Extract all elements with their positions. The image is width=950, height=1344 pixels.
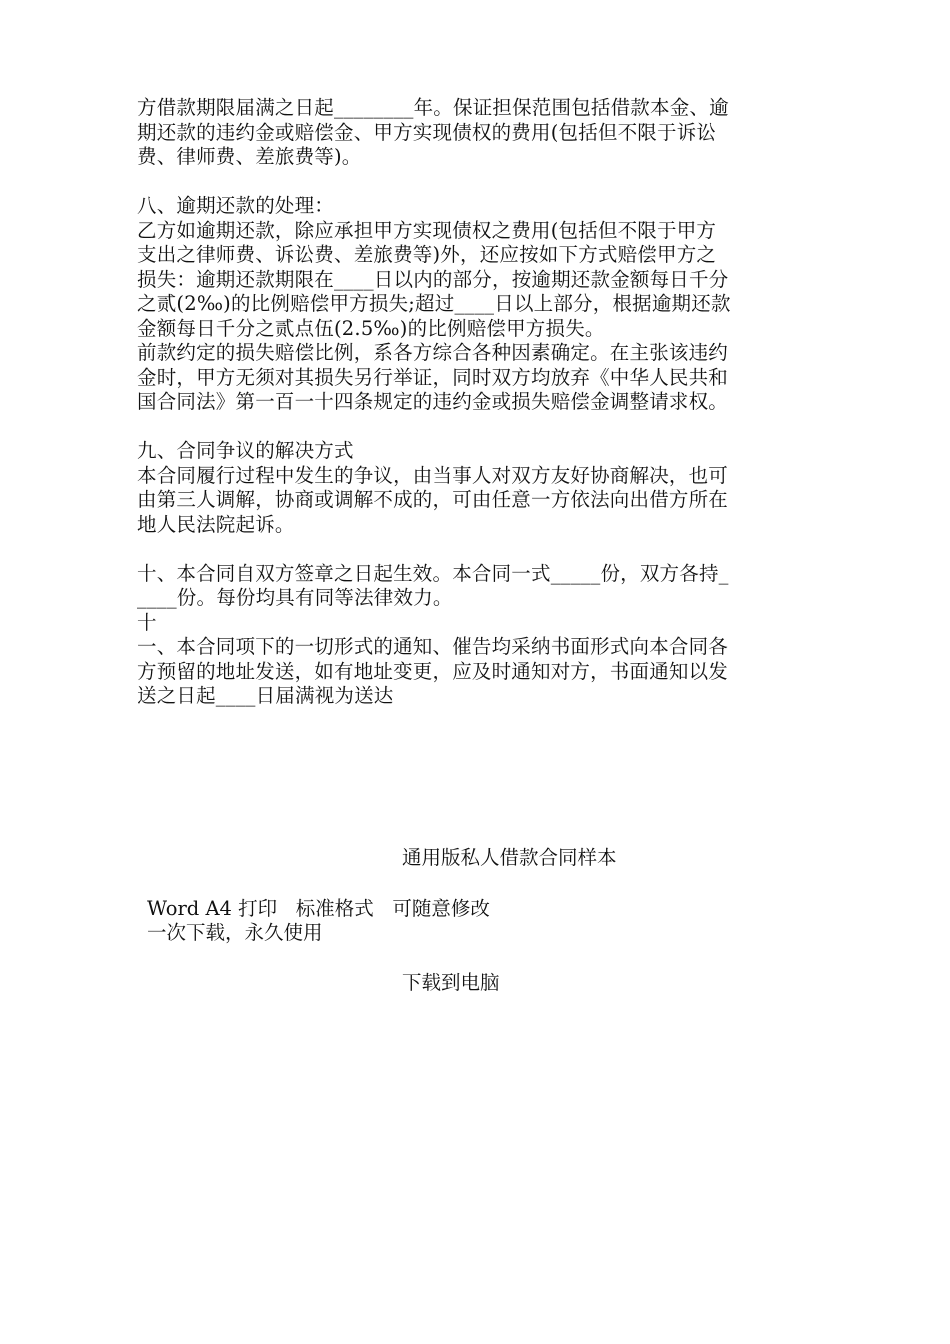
text-line: 一、本合同项下的一切形式的通知、催告均采纳书面形式向本合同各 <box>137 635 729 658</box>
text-line: 本合同履行过程中发生的争议，由当事人对双方友好协商解决，也可 <box>137 463 729 487</box>
text-line: 金额每日千分之贰点伍(2.5‰)的比例赔偿甲方损失。 <box>137 316 605 340</box>
section-heading-9: 九、合同争议的解决方式 <box>137 439 354 462</box>
text-line: 方借款期限届满之日起________年。保证担保范围包括借款本金、逾 <box>137 96 729 119</box>
text-line: 金时，甲方无须对其损失另行举证，同时双方均放弃《中华人民共和 <box>137 365 729 389</box>
text-line: 方预留的地址发送，如有地址变更，应及时通知对方，书面通知以发 <box>137 659 729 683</box>
section-heading-10: 十、本合同自双方签章之日起生效。本合同一式_____份，双方各持_ <box>137 561 729 585</box>
text-line: 期还款的违约金或赔偿金、甲方实现债权的费用(包括但不限于诉讼 <box>137 120 717 144</box>
download-info-text: 一次下载，永久使用 <box>147 921 323 944</box>
blank-line <box>137 415 827 440</box>
text-line: 送之日起____日届满视为送达 <box>137 684 394 707</box>
text-line: 损失：逾期还款期限在____日以内的部分，按逾期还款金额每日千分 <box>137 267 729 291</box>
text-line: 乙方如逾期还款，除应承担甲方实现债权之费用(包括但不限于甲方 <box>137 218 717 242</box>
template-title: 通用版私人借款合同样本 <box>402 846 617 869</box>
download-to-computer-link[interactable]: 下载到电脑 <box>402 971 500 994</box>
contract-body-text <box>137 96 827 709</box>
section-heading-8: 八、逾期还款的处理： <box>137 194 335 217</box>
text-line: 国合同法》第一百一十四条规定的违约金或损失赔偿金调整请求权。 <box>137 390 729 413</box>
text-line: 之贰(2‰)的比例赔偿甲方损失;超过____日以上部分，根据逾期还款 <box>137 292 731 315</box>
blank-line <box>137 537 827 562</box>
text-line: ____份。每份均具有同等法律效力。 <box>137 586 453 609</box>
text-line: 费、律师费、差旅费等)。 <box>137 145 362 168</box>
text-line: 支出之律师费、诉讼费、差旅费等)外，还应按如下方式赔偿甲方之 <box>137 243 717 266</box>
text-line: 地人民法院起诉。 <box>137 512 295 536</box>
blank-line <box>137 170 827 195</box>
text-line: 由第三人调解，协商或调解不成的，可由任意一方依法向出借方所在 <box>137 488 729 511</box>
format-info-text: Word A4 打印 标准格式 可随意修改 <box>147 897 490 920</box>
text-line: 前款约定的损失赔偿比例，系各方综合各种因素确定。在主张该违约 <box>137 341 729 364</box>
section-heading-11-prefix: 十 <box>137 610 157 634</box>
